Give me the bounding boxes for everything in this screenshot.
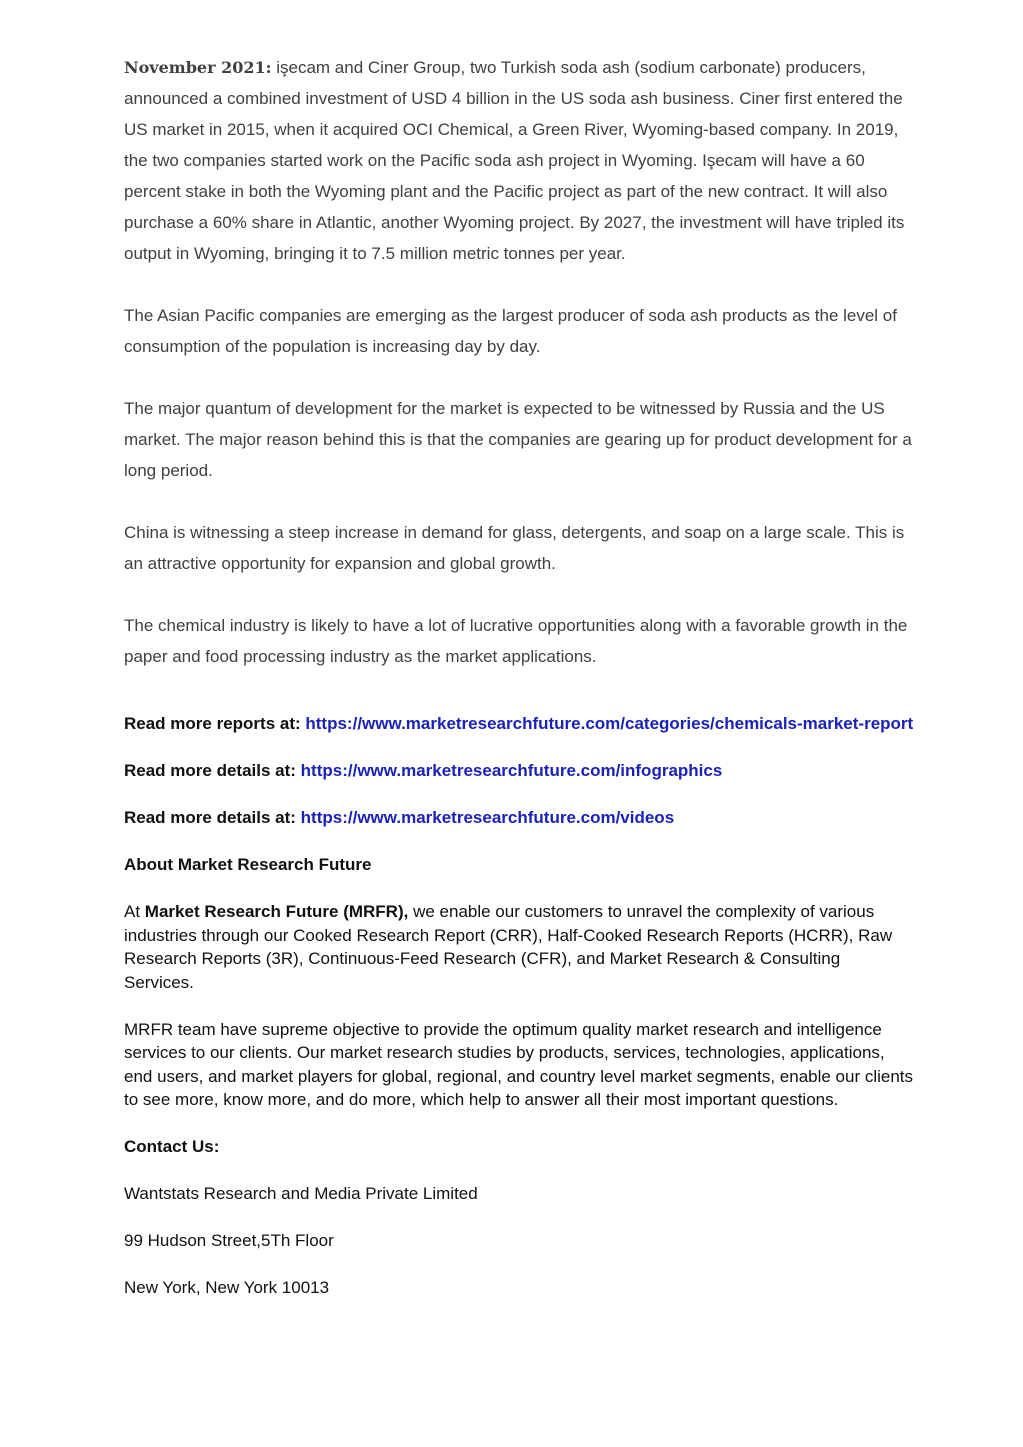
infographics-link[interactable]: https://www.marketresearchfuture.com/infographics xyxy=(300,761,723,780)
about-paragraph-1 xyxy=(124,900,914,994)
paragraph-russia-us: The major quantum of development for the market is expected to be witnessed by Russia and the US market. The major reason behind this is that the companies are gearing up for product development for a long period. xyxy=(124,399,912,480)
contact-address-line-1: 99 Hudson Street,5Th Floor xyxy=(124,1231,334,1250)
read-more-videos xyxy=(124,806,914,830)
contact-company: Wantstats Research and Media Private Limited xyxy=(124,1184,478,1203)
contact-address-line-2: New York, New York 10013 xyxy=(124,1278,330,1297)
paragraph-china: China is witnessing a steep increase in demand for glass, detergents, and soap on a large scale. This is an attractive opportunity for expansion and global growth. xyxy=(124,523,905,573)
read-more-infographics-label: Read more details at: xyxy=(124,761,301,780)
intro-date: November 2021: xyxy=(124,58,272,77)
about-company-name: Market Research Future (MRFR), xyxy=(144,902,409,921)
contact-heading: Contact Us: xyxy=(124,1137,220,1156)
document-page xyxy=(124,52,914,1323)
read-more-videos-label: Read more details at: xyxy=(124,808,301,827)
paragraph-asia-pacific: The Asian Pacific companies are emerging as the largest producer of soda ash products as the level of consumption of the population is increasing day by day. xyxy=(124,306,897,356)
about-paragraph-2: MRFR team have supreme objective to provide the optimum quality market research and intelligence services to our clients. Our market research studies by products, services, technologies, applications, end users, and market players for global, regional, and country level market segments, enable our clients to see more, know more, and do more, which help to answer all their most important questions. xyxy=(124,1019,914,1109)
videos-link[interactable]: https://www.marketresearchfuture.com/videos xyxy=(300,808,675,827)
about-prefix: At xyxy=(124,902,145,921)
about-heading: About Market Research Future xyxy=(124,855,372,874)
chemicals-report-link[interactable]: https://www.marketresearchfuture.com/categories/chemicals-market-report xyxy=(305,714,914,733)
paragraph-chemical-industry: The chemical industry is likely to have a lot of lucrative opportunities along with a favorable growth in the paper and food processing industry as the market applications. xyxy=(124,616,908,666)
read-more-reports xyxy=(124,712,914,736)
about-text: we enable our customers to unravel the complexity of various industries through our Cooked Research Report (CRR), Half-Cooked Research Reports (HCRR), Raw Research Reports (3R), Continuous-Feed Research (CFR), and Market Research & Consulting Services. xyxy=(124,902,893,992)
intro-text: işecam and Ciner Group, two Turkish soda ash (sodium carbonate) producers, announced a combined investment of USD 4 billion in the US soda ash business. Ciner first entered the US market in 2015, when it acquired OCI Chemical, a Green River, Wyoming-based company. In 2019, the two companies started work on the Pacific soda ash project in Wyoming. Işecam will have a 60 percent stake in both the Wyoming plant and the Pacific project as part of the new contract. It will also purchase a 60% share in Atlantic, another Wyoming project. By 2027, the investment will have tripled its output in Wyoming, bringing it to 7.5 million metric tonnes per year. xyxy=(124,58,905,263)
read-more-infographics xyxy=(124,759,914,783)
read-more-reports-label: Read more reports at: xyxy=(124,714,306,733)
intro-paragraph xyxy=(124,52,914,269)
